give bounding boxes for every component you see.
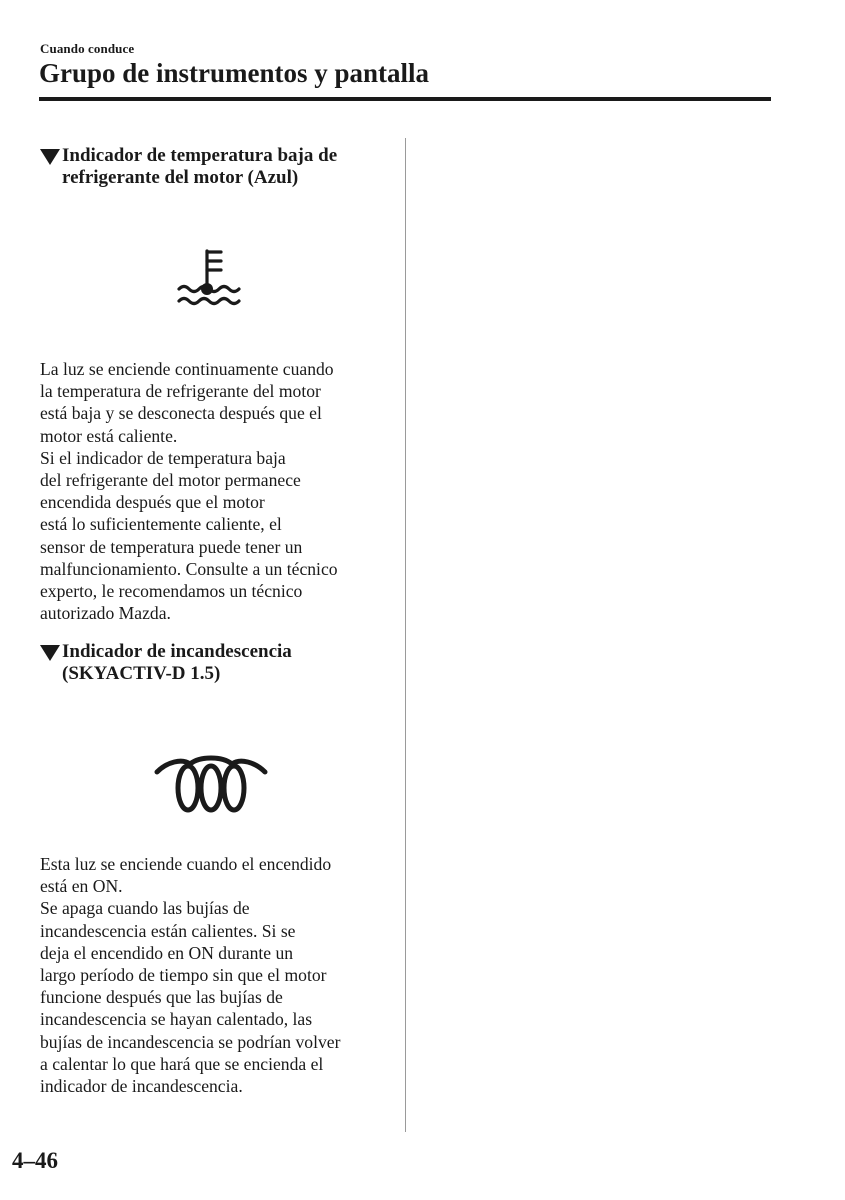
page-title: Grupo de instrumentos y pantalla <box>39 58 430 88</box>
column-divider <box>405 138 406 1132</box>
section-label: Cuando conduce <box>40 41 135 56</box>
section-body-glow-plug: Esta luz se enciende cuando el encendido está en ON. Se apaga cuando las bujías de incandescencia están calientes. Si se deja el encendido en ON durante un largo período de tiempo sin que el motor funcione después que las bujías de incandescencia se hayan calentado, las bujías de incandescencia se podrían volver a calentar lo que hará que se encienda el indicador de incandescencia. <box>40 854 341 1097</box>
coolant-temperature-icon <box>175 246 243 308</box>
glow-plug-icon <box>152 750 270 816</box>
section-body-coolant: La luz se enciende continuamente cuando la temperatura de refrigerante del motor está baja y se desconecta después que el motor está caliente. Si el indicador de temperatura baja del refrigerante del motor permanece encendida después que el motor está lo suficientemente caliente, el sensor de temperatura puede tener un malfuncionamiento. Consulte a un técnico experto, le recomendamos un técnico autorizado Mazda. <box>40 359 338 624</box>
section-heading-coolant <box>40 145 385 189</box>
section-heading-text: Indicador de temperatura baja de refrigerante del motor (Azul) <box>62 145 338 188</box>
triangle-bullet-icon <box>40 149 60 165</box>
page-number: 4–46 <box>12 1148 58 1173</box>
triangle-bullet-icon <box>40 645 60 661</box>
section-heading-glow-plug <box>40 641 385 685</box>
section-heading-text: Indicador de incandescencia (SKYACTIV-D 1.5) <box>62 641 292 684</box>
header-rule <box>39 97 771 101</box>
